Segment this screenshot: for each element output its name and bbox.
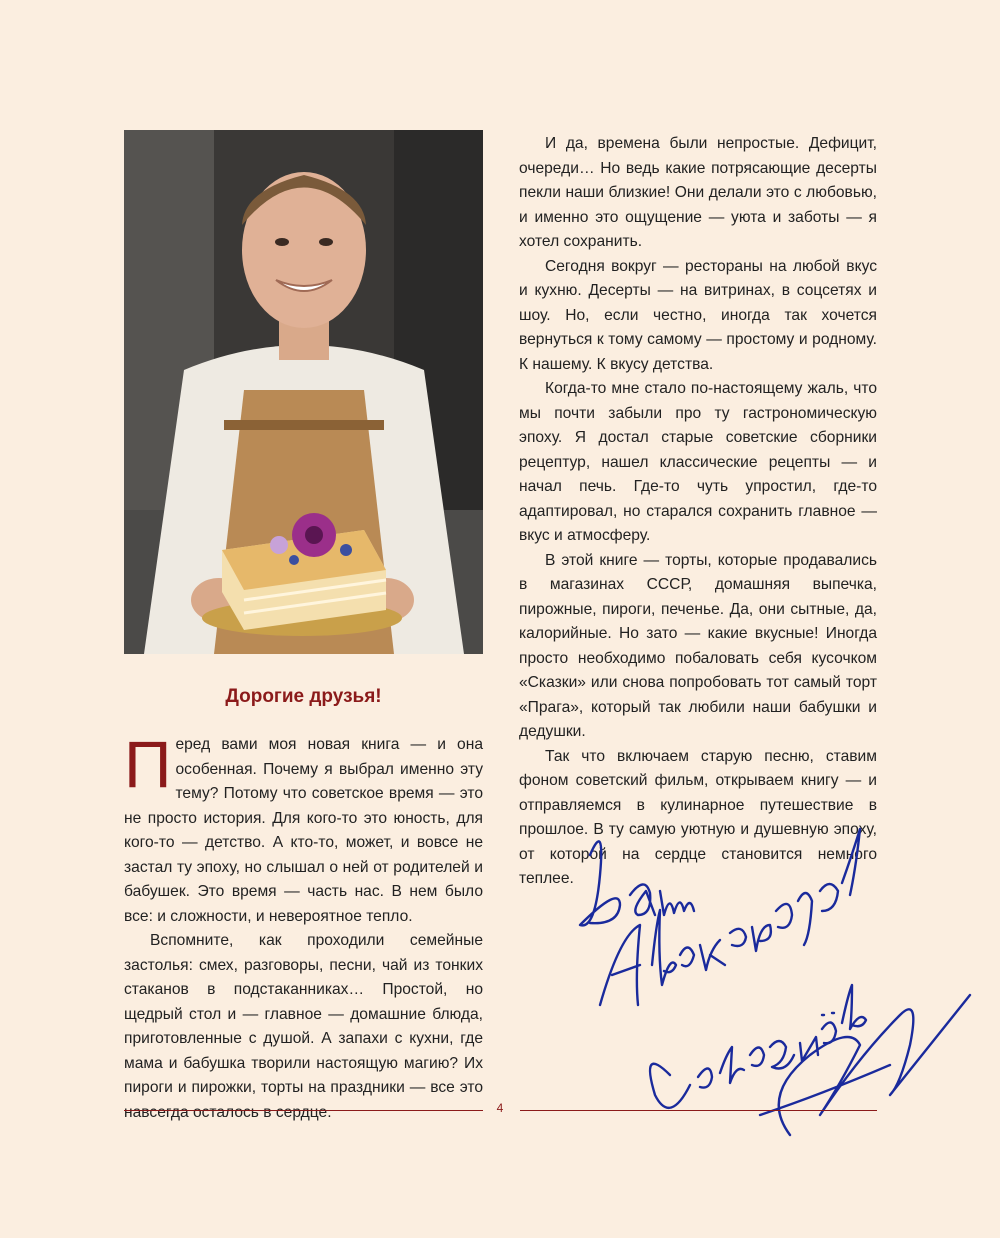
paragraph: В этой книге — торты, которые продавались в магазинах СССР, домашняя выпечка, пирожные, пироги, печенье. Да, они сытные, да, калорийные. Но зато — какие вкусные! Иногда просто необходимо побаловать себя кусочком «Сказки» или снова попробовать тот самый торт «Прага», который так любили наши бабушки и дедушки. bbox=[519, 551, 877, 740]
handwritten-signature bbox=[560, 815, 980, 1155]
footer-rule-right bbox=[520, 1110, 877, 1111]
paragraph: Так что включаем старую песню, ставим фоном советский фильм, открываем книгу — и отправляемся в кулинарное путешествие в прошлое. В ту самую уютную и душевную эпоху, от которой на сердце становится немного теплее. bbox=[519, 747, 877, 887]
paragraph: Сегодня вокруг — рестораны на любой вкус и кухню. Десерты — на витринах, в соцсетях и шоу. Но, если честно, иногда так хочется вернуться к тому самому — простому и родному. К нашему. К вкусу детства. bbox=[519, 257, 877, 373]
dropcap: П bbox=[124, 727, 172, 801]
chef-photo bbox=[124, 130, 483, 654]
right-text-column bbox=[519, 132, 877, 892]
page-title: Дорогие друзья! bbox=[225, 686, 382, 707]
left-text-column bbox=[124, 727, 483, 1125]
footer-rule-left bbox=[124, 1110, 483, 1111]
paragraph: И да, времена были непростые. Дефицит, очереди… Но ведь какие потрясающие десерты пекли наши близкие! Они делали это с любовью, и именно это ощущение — уюта и заботы — я хотел сохранить. bbox=[519, 135, 877, 250]
paragraph-text: еред вами моя новая книга — и она особенная. Почему я выбрал именно эту тему? Потому что советское время — это не просто история. Для кого-то это юность, для кого-то — детство. А кто-то, может, и вовсе не застал ту эпоху, но слышал о ней от родителей и бабушек. Это время — часть нас. В нем было все: и сложности, и невероятное тепло. bbox=[124, 736, 483, 925]
page-number: 4 bbox=[496, 1101, 504, 1115]
paragraph bbox=[124, 727, 483, 929]
paragraph: Когда-то мне стало по-настоящему жаль, что мы почти забыли про ту гастрономическую эпоху. Я достал старые советские сборники рецептур, нашел классические рецепты — и начал печь. Где-то чуть упростил, где-то адаптировал, но старался сохранить главное — вкус и атмосферу. bbox=[519, 380, 877, 544]
paragraph: Вспомните, как проходили семейные застолья: смех, разговоры, песни, чай из тонких стаканов в подстаканниках… Простой, но щедрый стол и — главное — домашние блюда, приготовленные с душой. А запахи с кухни, где мама и бабушка творили настоящую магию? Их пироги и пирожки, торты на праздники — все это навсегда осталось в сердце. bbox=[124, 932, 483, 1121]
signature-icon bbox=[560, 815, 980, 1155]
chef-photo-icon bbox=[124, 130, 483, 654]
